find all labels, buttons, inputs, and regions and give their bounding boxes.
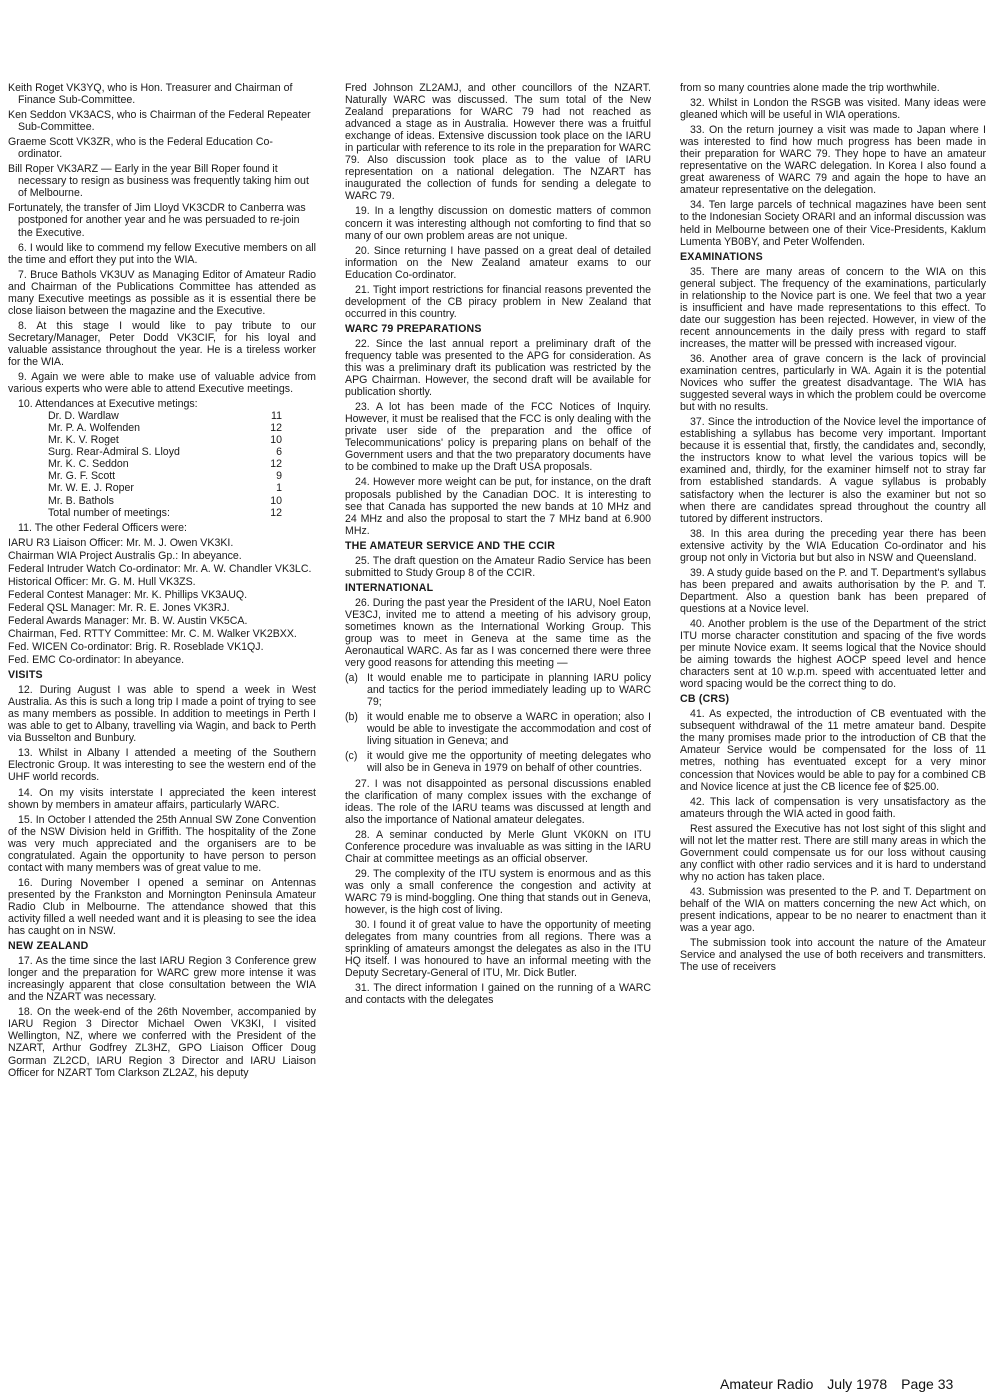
paragraph: 39. A study guide based on the P. and T. Department's syllabus has been prepared and awaits authorisation by the P. and T. Department. Also a question bank has been prepared of questions at a Novice level. (680, 566, 986, 615)
paragraph: 6. I would like to commend my fellow Executive members on all the time and effort they put into the WIA. (8, 241, 316, 266)
footer-issue-date: July 1978 (827, 1376, 888, 1392)
column-1 (8, 82, 316, 1082)
reason-item (345, 750, 651, 774)
paragraph: 34. Ten large parcels of technical magazines have been sent to the Indonesian Society ORARI and an informal discussion was held in Melbourne between one of their Vice-Presidents, Kaklum Lumenta YB0BY, and Peter Wolfenden. (680, 199, 986, 248)
paragraph: 16. During November I opened a seminar on Antennas presented by the Frankston and Mornington Peninsula Amateur Radio Club in Melbourne. The attendance showed that this activity filled a well needed want and it is pleasing to see the idea has caught on in NSW. (8, 876, 316, 938)
reason-text: it would enable me to observe a WARC in operation; also I would be able to investigate the accommodation and cost of living situation in Geneva; and (367, 711, 651, 748)
officer-entry: Keith Roget VK3YQ, who is Hon. Treasurer and Chairman of Finance Sub-Committee. (8, 82, 293, 107)
paragraph: 27. I was not disappointed as personal discussions enabled the clarification of many complex issues with the exchange of ideas. The role of the IARU teams was discussed at length and also the importance of National amateur delegates. (345, 777, 651, 826)
federal-officer: Federal Awards Manager: Mr. B. W. Austin VK5CA. (8, 614, 248, 627)
federal-officer: Federal Contest Manager: Mr. K. Phillips VK3AUQ. (8, 588, 248, 601)
section-heading-cb: CB (CRS) (680, 693, 730, 706)
paragraph: 13. Whilst in Albany I attended a meeting of the Southern Electronic Group. It was interesting to see the western end of the UHF world records. (8, 747, 316, 784)
attendance-row (8, 458, 316, 470)
paragraph: 18. On the week-end of the 26th November, accompanied by IARU Region 3 Director Michael Owen VK3KI, I visited Wellington, NZ, where we conferred with the President of the NZART, Arthur Godfrey ZL3HZ, GPO Liaison Officer Doug Gorman ZL2CD, IARU Region 3 Director and IARU Liaison Officer for NZART Tom Clarkson ZL2AZ, his deputy (8, 1006, 316, 1079)
attendee-name: Surg. Rear-Admiral S. Lloyd (48, 446, 180, 459)
reason-label: (a) (345, 672, 358, 685)
paragraph-continued: from so many countries alone made the trip worthwhile. (680, 82, 940, 94)
section-heading-ccir: THE AMATEUR SERVICE AND THE CCIR (345, 539, 556, 552)
attendee-name: Mr. K. C. Seddon (48, 458, 129, 471)
officer-entry: Ken Seddon VK3ACS, who is Chairman of the Federal Repeater Sub-Committee. (8, 109, 311, 134)
attendance-row (8, 410, 316, 422)
attendance-table (8, 398, 316, 518)
attendance-row (8, 434, 316, 446)
federal-officer: Federal QSL Manager: Mr. R. E. Jones VK3RJ. (8, 601, 230, 614)
attendance-heading: 10. Attendances at Executive metings: (18, 398, 198, 411)
reason-text: It would enable me to participate in planning IARU policy and tactics for the period immediately leading up to WARC 79; (367, 672, 651, 709)
attendance-total-label: Total number of meetings: (48, 506, 170, 519)
paragraph: 19. In a lengthy discussion on domestic matters of common concern it was interesting although not comforting to find that so many of our own problem areas are not unique. (345, 205, 651, 242)
paragraph: Rest assured the Executive has not lost sight of this slight and will not let the matter rest. There are still many areas in which the Government could compensate us for our loss without causing any conflict with other radio services and it is hard to understand why no action has taken place. (680, 822, 986, 883)
paragraph: 26. During the past year the President of the IARU, Noel Eaton VE3CJ, invited me to attend a meeting of his advisory group, sometimes known as the International Working Group. This group was to meet in Geneva at the same time as the Aeronautical WARC. As far as I was concerned there were three very good reasons for attending this meeting — (345, 596, 651, 670)
attendance-total-count: 12 (270, 506, 282, 519)
section-heading-international: INTERNATIONAL (345, 581, 434, 594)
federal-officer: Chairman WIA Project Australis Gp.: In abeyance. (8, 549, 242, 562)
paragraph: 9. Again we were able to make use of valuable advice from various experts who were able to attend Executive meetings. (8, 371, 316, 396)
paragraph: 25. The draft question on the Amateur Radio Service has been submitted to Study Group 8 of the CCIR. (345, 554, 651, 579)
attendance-count: 9 (276, 470, 282, 483)
officer-entry: Graeme Scott VK3ZR, who is the Federal Education Co-ordinator. (8, 136, 273, 161)
attendee-name: Mr. K. V. Roget (48, 434, 119, 447)
federal-officer: Chairman, Fed. RTTY Committee: Mr. C. M. Walker VK2BXX. (8, 627, 297, 640)
paragraph: The submission took into account the nature of the Amateur Service and analysed the use of both receivers and transmitters. The use of receivers (680, 937, 986, 974)
attendance-count: 11 (271, 410, 282, 423)
federal-officer: IARU R3 Liaison Officer: Mr. M. J. Owen VK3KI. (8, 536, 234, 549)
paragraph: 33. On the return journey a visit was made to Japan where I was interested to find how much progress has been made in their preparation for WARC 79. They hope to have an amateur representative on the WARC delegation. In Korea I also found a great awareness of WARC 79 and again the hope to have an amateur representative on the delegation. (680, 124, 986, 197)
paragraph: 36. Another area of grave concern is the lack of provincial examination centres, particularly in WA. Again it is the potential Novices who suffer the greatest disadvantage. The WIA has suggested several ways in which the problem could be overcome but with no results. (680, 352, 986, 414)
reason-text: it would give me the opportunity of meeting delegates who will also be in Geneva in 1979 on behalf of other countries. (367, 750, 651, 775)
paragraph: 15. In October I attended the 25th Annual SW Zone Convention of the NSW Division held in Griffith. The hospitality of the Zone was very much appreciated and the organisers are to be congratulated. Again the opportunity to have person to person contact with many members was of great value to me. (8, 813, 316, 874)
reason-item (345, 672, 651, 708)
paragraph: 14. On my visits interstate I appreciated the keen interest shown by members in amateur affairs, particularly WARC. (8, 786, 316, 811)
attendance-count: 1 (276, 482, 282, 495)
paragraph: 17. As the time since the last IARU Region 3 Conference grew longer and the preparation for WARC grew more intense it was increasingly apparent that close consultation between the WIA and the NZART was necessary. (8, 955, 316, 1004)
attendance-count: 12 (270, 458, 282, 471)
paragraph: 20. Since returning I have passed on a great deal of detailed information on the New Zealand amateur exams to our Education Co-ordinator. (345, 244, 651, 281)
attendance-row (8, 422, 316, 434)
section-heading-visits: VISITS (8, 669, 43, 682)
paragraph: 29. The complexity of the ITU system is enormous and as this was only a small conference the congestion and activity at WARC 79 is mind-boggling. One thing that stands out in Geneva, however, is the high cost of living. (345, 867, 651, 916)
paragraph: 21. Tight import restrictions for financial reasons prevented the development of the CB piracy problem in New Zealand that occurred in this country. (345, 283, 651, 320)
footer-page-number: Page 33 (901, 1376, 954, 1392)
federal-officer: Federal Intruder Watch Co-ordinator: Mr. A. W. Chandler VK3LC. (8, 562, 312, 575)
attendance-total-row (8, 507, 316, 519)
reason-label: (c) (345, 750, 358, 763)
attendance-count: 10 (270, 494, 282, 507)
paragraph: 43. Submission was presented to the P. and T. Department on behalf of the WIA on matters concerning the new Act which, on present indications, appear to be no nearer to enactment than it was a year ago. (680, 885, 986, 935)
paragraph: 28. A seminar conducted by Merle Glunt VK0KN on ITU Conference procedure was invaluable as was sitting in the IARU Chair at committee meetings as an official observer. (345, 828, 651, 865)
page-footer (720, 1376, 953, 1392)
paragraph: 24. However more weight can be put, for instance, on the draft proposals published by the Canadian DOC. It is interesting to see that Canada has supported the new bands at 10 MHz and 24 MHz and also the proposal to start the 7 MHz band at 6.900 MHz. (345, 476, 651, 537)
attendance-count: 6 (276, 446, 282, 459)
paragraph: 12. During August I was able to spend a week in West Australia. As this is such a long trip I made a point of trying to see as many members as possible. In addition to meetings in Perth I was able to get to Albany, travelling via Wagin, and back to Perth via Busselton and Bunbury. (8, 684, 316, 745)
attendee-name: Mr. P. A. Wolfenden (48, 422, 141, 435)
attendance-count: 10 (270, 434, 282, 447)
paragraph: 30. I found it of great value to have the opportunity of meeting delegates from many countries from all regions. There was a sprinkling of amateurs amongst the delegates as also in the ITU HQ itself. I was honoured to have an informal meeting with the Deputy Secretary-General of ITU, Mr. Dick Butler. (345, 919, 651, 980)
paragraph: 35. There are many areas of concern to the WIA on this general subject. The frequency of the examinations, particularly in relationship to the Novice part is one. We feel that two a year is insufficient and have made representations to this effect. To date our suggestion has been rejected. However, in view of the recent announcements in the daily press with regard to staff increases, the matter will be pressed with increased vigour. (680, 265, 986, 350)
column-2 (345, 82, 651, 1009)
attendance-row (8, 446, 316, 458)
column-3 (680, 82, 986, 976)
paragraph: 8. At this stage I would like to pay tribute to our Secretary/Manager, Peter Dodd VK3CIF, for his loyal and valuable assistance throughout the year. He is a tireless worker for the WIA. (8, 319, 316, 368)
attendance-row (8, 470, 316, 482)
section-heading-warc-79: WARC 79 PREPARATIONS (345, 322, 482, 335)
attendee-name: Dr. D. Wardlaw (48, 410, 119, 423)
paragraph: 7. Bruce Bathols VK3UV as Managing Editor of Amateur Radio and Chairman of the Publications Committee has attended as many Executive meetings as possible as it is essential there be close liaison between the magazine and the Executive. (8, 268, 316, 317)
footer-magazine-title: Amateur Radio (720, 1376, 814, 1392)
paragraph: 40. Another problem is the use of the Department of the strict ITU morse character constitution and spacing of the five words per minute Novice exam. It seems logical that the Novice should be aiming towards the highest AOCP speed level and hence characters sent at 10 w.p.m. speed with accentuated letter and word spacing would be the correct thing to do. (680, 617, 986, 691)
paragraph: 23. A lot has been made of the FCC Notices of Inquiry. However, it must be realised that the FCC is only dealing with the private user side of the preparation and the office of Telecommunications' policy is preparing plans on behalf of the Government users and that the two preparatory documents have to be combined to make up the Draft USA proposals. (345, 401, 651, 474)
federal-officer: Fed. WICEN Co-ordinator: Brig. R. Roseblade VK1QJ. (8, 641, 264, 654)
attendance-row (8, 482, 316, 494)
officer-entry: Fortunately, the transfer of Jim Lloyd VK3CDR to Canberra was postponed for another year and he was persuaded to re-join the Executive. (8, 202, 306, 239)
paragraph: 31. The direct information I gained on the running of a WARC and contacts with the delegates (345, 982, 651, 1007)
paragraph: 41. As expected, the introduction of CB eventuated with the subsequent withdrawal of the 11 metre amateur band. Despite the many promises made prior to the introduction of CB that the Amateur Service would be compensated for the loss of 11 metres, nothing has eventuated except for a very minor concession that Novices would be able to pay for a combined CB and Novice licence at just the CB licence fee of $25.00. (680, 708, 986, 793)
section-heading-examinations: EXAMINATIONS (680, 250, 763, 263)
reason-item (345, 711, 651, 747)
attendance-count: 12 (270, 422, 282, 435)
attendance-row (8, 495, 316, 507)
paragraph: 42. This lack of compensation is very unsatisfactory as the amateurs through the WIA acted in good faith. (680, 795, 986, 820)
paragraph: 22. Since the last annual report a preliminary draft of the frequency table was presented to the APG for consideration. As this was a preliminary draft its publication was restricted by the APG Chairman. However, the second draft will be available for publication shortly. (345, 337, 651, 399)
paragraph: 11. The other Federal Officers were: (18, 521, 187, 534)
attendee-name: Mr. B. Bathols (48, 494, 114, 507)
paragraph-continued: Fred Johnson ZL2AMJ, and other councillors of the NZART. Naturally WARC was discussed. The sum total of the New Zealand preparations for WARC 79 had not reached as advanced a stage as in Australia. However there was a fruitful exchange of ideas. Extensive discussion took place on the IARU in particular with reference to its role in the preparation for WARC 79. Also discussion took place as to the value of IARU representation on a national delegation. The NZART has inaugurated the collection of funds for sending a delegate to WARC 79. (345, 82, 651, 203)
attendee-name: Mr. W. E. J. Roper (48, 482, 134, 495)
paragraph: 37. Since the introduction of the Novice level the importance of establishing a syllabus has become very important. Important because it is essential that, firstly, the candidates and, secondly, the instructors know to what level the various topics will be examined and, thirdly, for the examiner himself not to stray far from established standards. A vague syllabus is probably satisfactory when the lecturer is also the examiner but not so when there are candidates spread throughout the country all tutored by different instructors. (680, 416, 986, 525)
federal-officer: Fed. EMC Co-ordinator: In abeyance. (8, 654, 185, 667)
paragraph: 32. Whilst in London the RSGB was visited. Many ideas were gleaned which will be useful in WIA operations. (680, 97, 986, 122)
reason-label: (b) (345, 711, 358, 724)
attendee-name: Mr. G. F. Scott (48, 470, 116, 483)
federal-officer: Historical Officer: Mr. G. M. Hull VK3ZS. (8, 575, 196, 588)
section-heading-new-zealand: NEW ZEALAND (8, 940, 89, 953)
paragraph: 38. In this area during the preceding year there has been extensive activity by the WIA Education Co-ordinator and his group not only in Victoria but but also in NSW and Queensland. (680, 527, 986, 564)
officer-entry: Bill Roper VK3ARZ — Early in the year Bill Roper found it necessary to resign as business was frequently taking him out of Melbourne. (8, 163, 309, 200)
